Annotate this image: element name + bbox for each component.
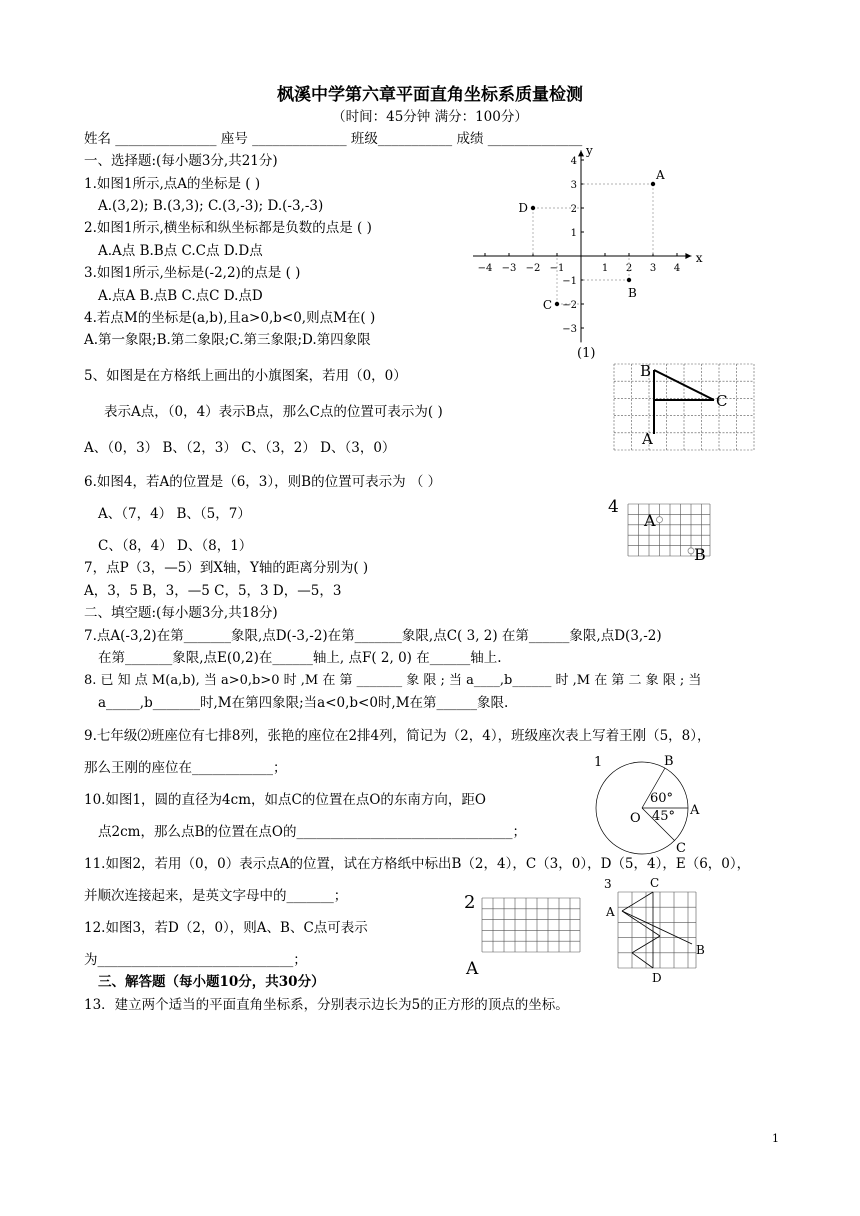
fill-question-10-line1: 10.如图1，圆的直径为4cm，如点C的位置在点O的东南方向，距O: [84, 792, 486, 808]
y-tick-label: 4: [570, 156, 577, 167]
fill-question-7-line2: 在第_______象限,点E(0,2)在______轴上, 点F( 2, 0) 在______轴上.: [98, 650, 502, 666]
figure-3-grid: [600, 876, 710, 984]
figure-4-number: 4: [608, 497, 619, 517]
circle-label-b: B: [664, 754, 674, 769]
figure-2-number: 2: [464, 892, 476, 913]
figure-3-label-a: A: [606, 905, 615, 919]
question-7: 7，点P（3，—5）到X轴，Y轴的距离分别为( ): [84, 560, 369, 576]
question-4-options: A.第一象限;B.第二象限;C.第三象限;D.第四象限: [84, 332, 371, 348]
y-tick-label: −2: [562, 300, 577, 311]
flag-label-a: A: [642, 430, 653, 448]
exam-subtitle: （时间：45分钟 满分：100分）: [332, 109, 528, 125]
circle-figure-number: 1: [594, 755, 603, 770]
x-tick-label: 3: [649, 263, 657, 274]
page-number: 1: [772, 1132, 779, 1145]
circle-label-c: C: [676, 841, 686, 856]
flag-label-c: C: [716, 392, 728, 410]
point-label-c: C: [542, 298, 552, 312]
flag-label-b: B: [640, 362, 652, 380]
y-tick-label: −3: [562, 324, 577, 335]
question-2: 2.如图1所示,横坐标和纵坐标都是负数的点是 ( ): [84, 220, 372, 236]
y-axis-label: y: [586, 143, 593, 158]
y-tick-label: 3: [570, 180, 577, 191]
fill-question-12-line2: 为_____________________________；: [84, 952, 307, 968]
point-c: [555, 302, 559, 306]
section-1-heading: 一、选择题:(每小题3分,共21分): [84, 153, 278, 169]
figure-3-number: 3: [604, 877, 612, 891]
circle-angle-45: 45°: [652, 809, 676, 824]
question-5-line2: 表示A点，（0，4）表示B点，那么C点的位置可表示为( ): [104, 404, 443, 420]
point-d: [531, 206, 535, 210]
y-tick-label: 1: [570, 228, 577, 239]
question-5-options: A、（0，3） B、（2，3） C、（3，2） D、（3，0）: [84, 440, 396, 456]
circle-angle-60: 60°: [650, 791, 674, 806]
figure-circle-directions: [590, 754, 710, 860]
question-6: 6.如图4，若A的位置是（6，3），则B的位置可表示为 （ ）: [84, 474, 442, 490]
fill-question-8-line1: 8. 已 知 点 M(a,b), 当 a>0,b>0 时 ,M 在 第 _______ 象 限 ; 当 a____,b______ 时 ,M 在 第 二 象 限 ; 当: [84, 673, 702, 688]
y-axis-arrow: [578, 150, 584, 156]
figure-3-label-b: B: [696, 943, 705, 957]
section-2-heading: 二、填空题:(每小题3分,共18分): [84, 605, 278, 621]
question-3-options: A.点A B.点B C.点C D.点D: [98, 288, 263, 304]
x-tick-label: −3: [501, 263, 517, 274]
figure-1-caption: (1): [577, 346, 596, 361]
point-a: [651, 182, 655, 186]
point-label-b: B: [628, 286, 637, 300]
fill-question-10-line2: 点2cm，那么点B的位置在点O的________________________________；: [98, 824, 526, 840]
page-title: 枫溪中学第六章平面直角坐标系质量检测: [277, 85, 583, 105]
y-tick-label: −1: [562, 276, 577, 287]
question-7-options: A，3，5 B，3，—5 C，5，3 D，—5，3: [84, 583, 342, 599]
figure-flag-grid: [614, 364, 756, 454]
x-tick-label: −1: [549, 263, 565, 274]
figure-3-label-c: C: [650, 876, 660, 890]
section-3-heading: 三、解答题（每小题10分，共30分）: [98, 974, 325, 990]
point-label-d: D: [518, 201, 528, 215]
x-axis-label: x: [695, 251, 703, 265]
question-5-line1: 5、如图是在方格纸上画出的小旗图案，若用（0，0）: [84, 368, 407, 384]
question-6-options-cd: C、（8，4） D、（8，1）: [98, 538, 253, 554]
point-label-a: A: [656, 168, 665, 182]
fill-question-9-line2: 那么王刚的座位在____________；: [84, 760, 287, 776]
point-b: [627, 278, 631, 282]
circle-label-o: O: [630, 811, 641, 826]
x-tick-label: 4: [673, 263, 681, 274]
question-6-options-ab: A、（7，4） B、（5，7）: [98, 506, 251, 522]
fill-question-8-line2: a_____,b_______时,M在第四象限;当a<0,b<0时,M在第______象限.: [98, 695, 509, 711]
figure-3-label-d: D: [652, 971, 662, 985]
circle-label-a: A: [690, 803, 700, 818]
question-1: 1.如图1所示,点A的坐标是 ( ): [84, 176, 261, 192]
figure-1-coordinate-plane: [477, 143, 710, 360]
question-1-options: A.(3,2); B.(3,3); C.(3,-3); D.(-3,-3): [98, 198, 324, 214]
x-axis-arrow: [685, 253, 691, 259]
student-info-line: 姓名 _______________ 座号 ______________ 班级___________ 成绩 ______________: [84, 131, 583, 147]
y-tick-label: 2: [570, 204, 577, 215]
figure-2-label-a: A: [466, 959, 479, 979]
question-3: 3.如图1所示,坐标是(-2,2)的点是 ( ): [84, 265, 301, 281]
question-2-options: A.A点 B.B点 C.C点 D.D点: [98, 243, 263, 259]
fill-question-7-line1: 7.点A(-3,2)在第_______象限,点D(-3,-2)在第_______象限,点C( 3, 2) 在第______象限,点D(3,-2): [84, 628, 662, 644]
figure-2-grid: [462, 888, 584, 978]
fill-question-11-line2: 并顺次连接起来，是英文字母中的_______；: [84, 888, 348, 904]
figure-4-label-b: B: [694, 545, 706, 564]
x-tick-label: 2: [625, 263, 633, 274]
fill-question-9-line1: 9.七年级⑵班座位有七排8列，张艳的座位在2排4列，简记为（2，4），班级座次表上写着王刚（5，8），: [84, 728, 711, 744]
question-4: 4.若点M的坐标是(a,b),且a>0,b<0,则点M在( ): [84, 310, 376, 326]
x-tick-label: −2: [525, 263, 541, 274]
question-13: 13．建立两个适当的平面直角坐标系，分别表示边长为5的正方形的顶点的坐标。: [84, 997, 569, 1013]
fill-question-11-line1: 11.如图2，若用（0，0）表示点A的位置，试在方格纸中标出B（2，4），C（3，0），D（5，4），E（6，0），: [84, 856, 751, 872]
fill-question-12-line1: 12.如图3，若D（2，0），则A、B、C点可表示: [84, 920, 368, 936]
x-tick-label: −4: [477, 263, 493, 274]
x-tick-label: 1: [601, 263, 609, 274]
figure-4-grid: [604, 494, 714, 566]
figure-4-label-a: A: [644, 511, 656, 530]
